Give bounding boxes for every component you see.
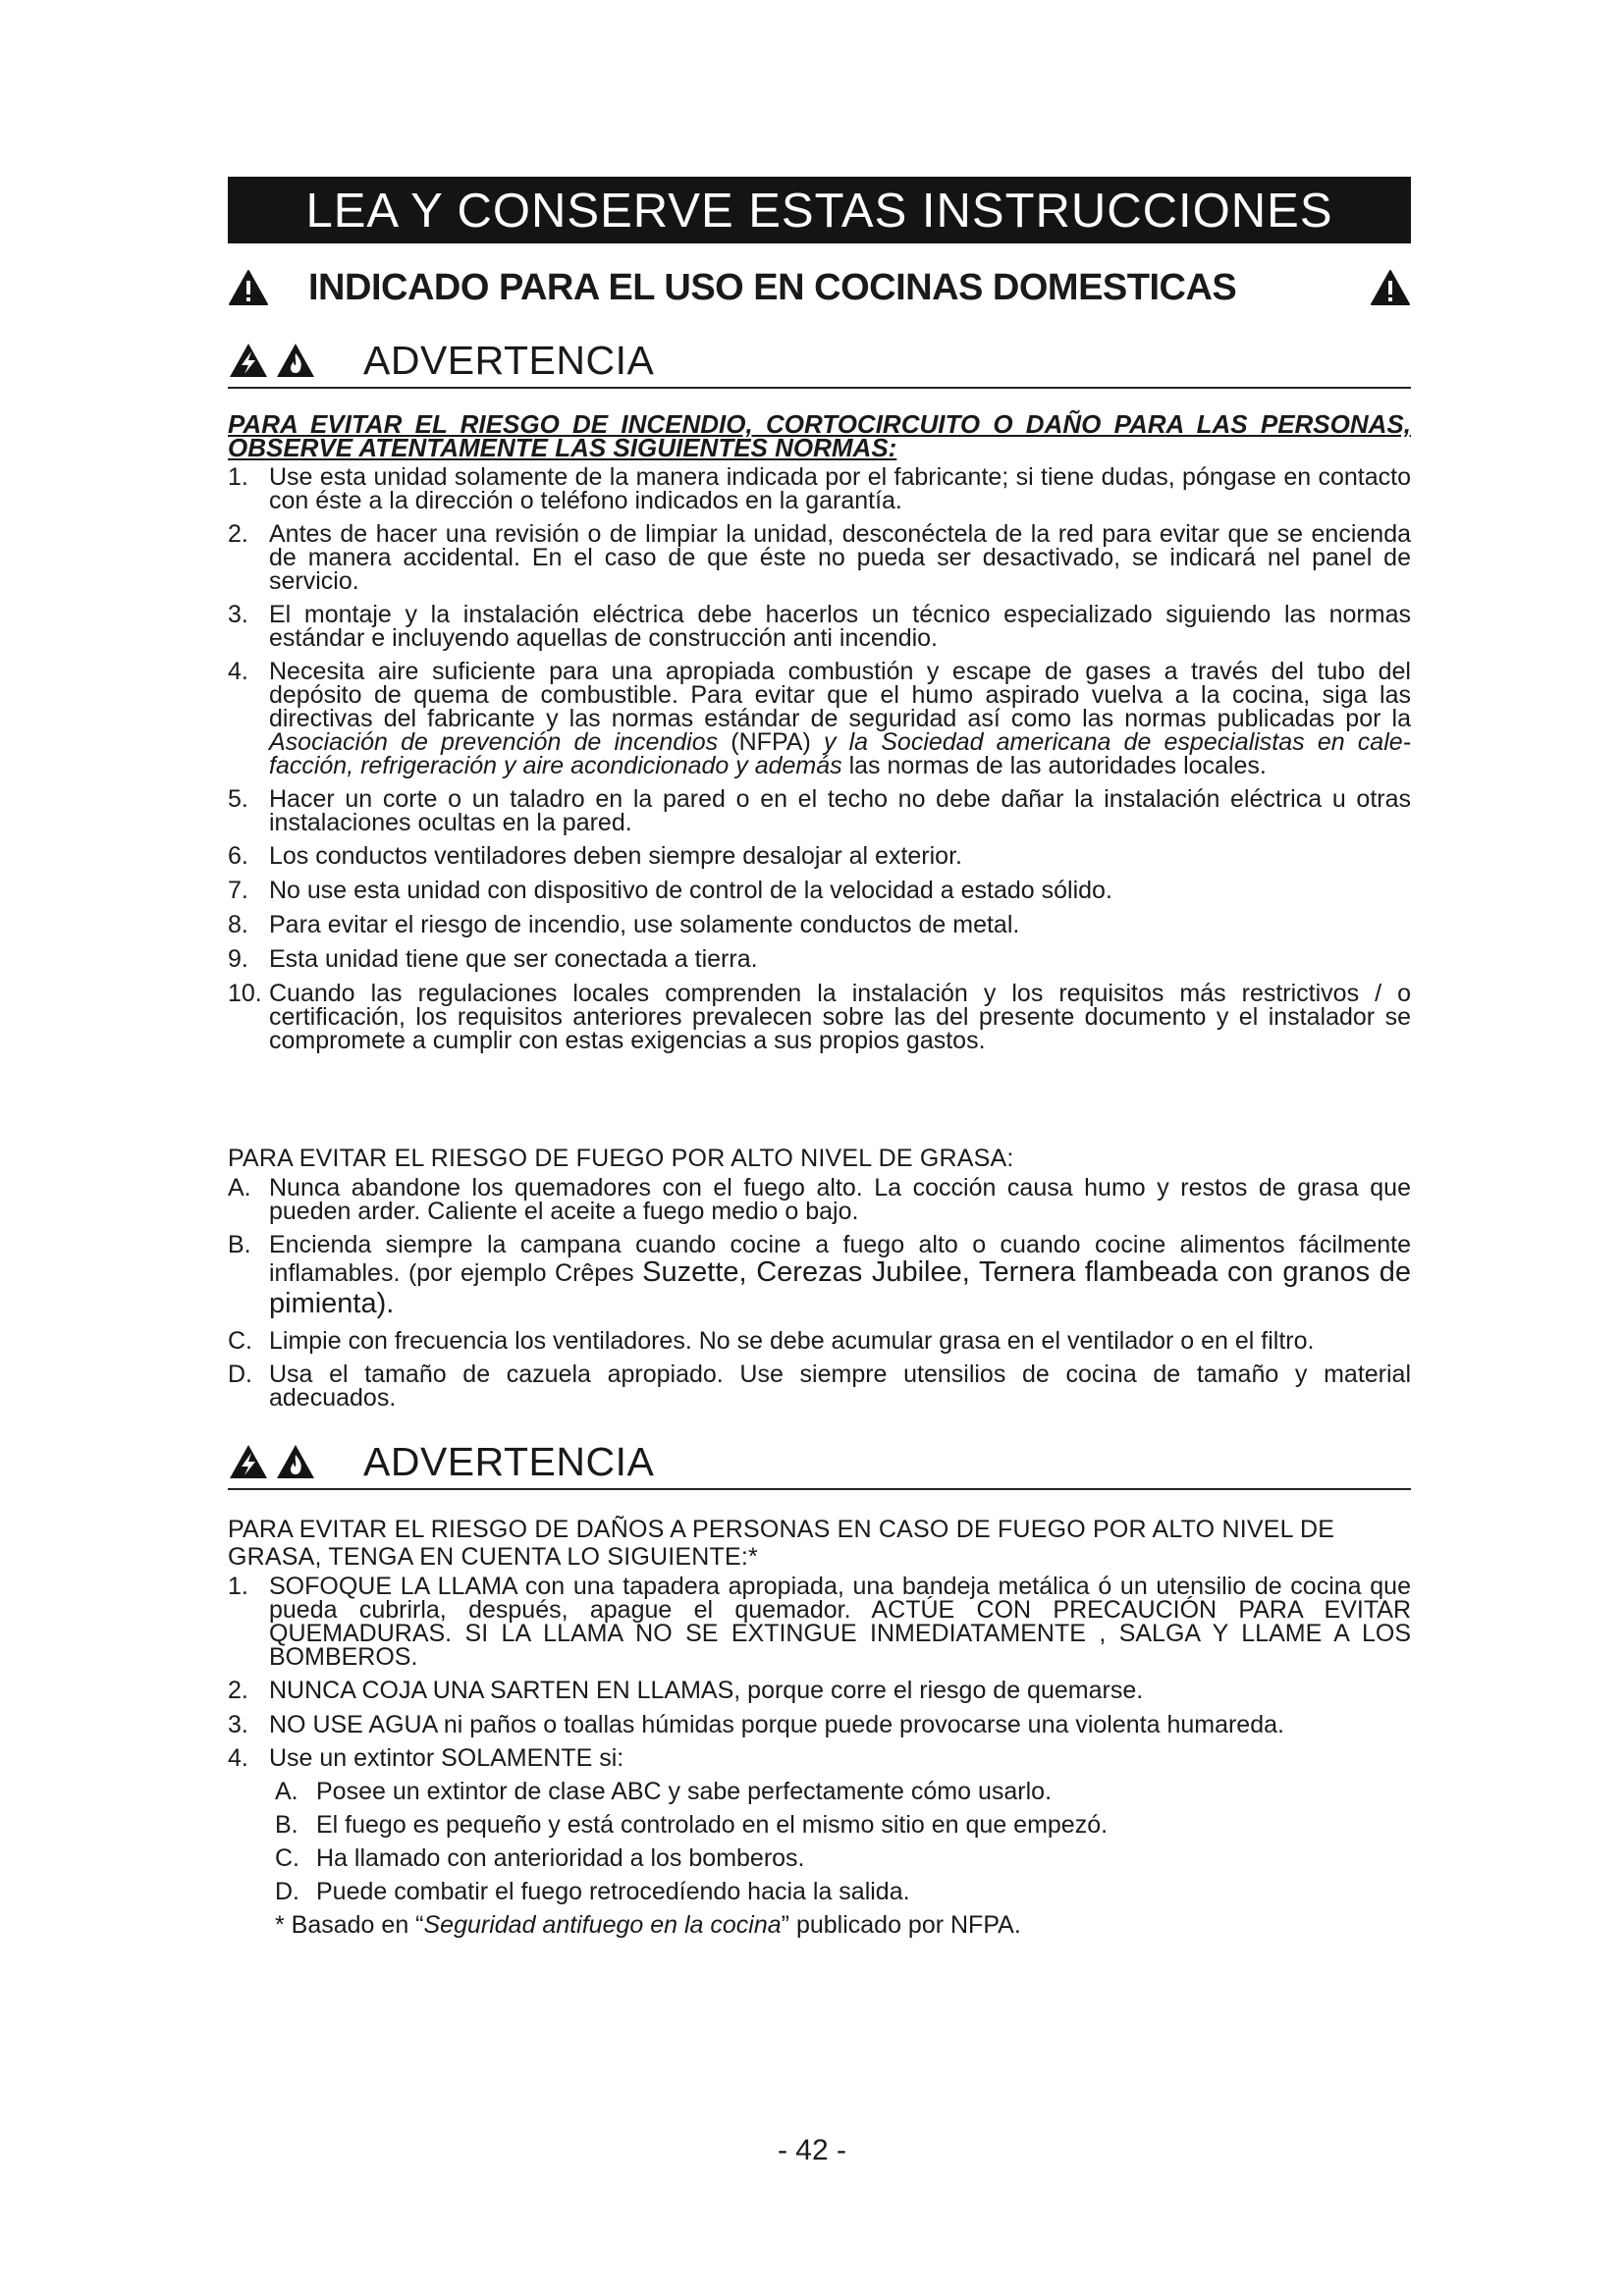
warning-heading-2 bbox=[228, 1419, 1411, 1490]
electric-shock-icon bbox=[228, 1443, 269, 1480]
warning-heading-text: ADVERTENCIA bbox=[363, 338, 655, 383]
list-item: D. Usa el tamaño de cazuela apropiado. Use siempre utensilios de cocina de tamaño y material adecuados. bbox=[228, 1361, 1411, 1412]
list-item: A. Nunca abandone los quemadores con el fuego alto. La cocción causa humo y restos de grasa que pueden arder. Caliente el aceite a fuego medio o bajo. bbox=[228, 1174, 1411, 1225]
grease-lead: PARA EVITAR EL RIESGO DE FUEGO POR ALTO NIVEL DE GRASA: bbox=[228, 1145, 1014, 1172]
fire-icon bbox=[275, 342, 316, 379]
list-item: C. Limpie con frecuencia los ventiladores. No se debe acumular grasa en el ventilador o en el filtro. bbox=[228, 1327, 1315, 1355]
warning-icons bbox=[228, 342, 338, 383]
extinguisher-conditions bbox=[228, 1777, 1411, 1906]
list-item: A. Posee un extintor de clase ABC y sabe perfectamente cómo usarlo. bbox=[275, 1778, 1053, 1805]
manual-page bbox=[228, 177, 1411, 1940]
list-item: 1. SOFOQUE LA LLAMA con una tapadera apropiada, una bandeja metálica ó un utensilio de cocina que pueda cubrirla, después, apague el quemador. ACTÚE CON PRECAUCIÓN PARA EVITAR QUEMADURAS. SI LA LLAMA NO SE EXTINGUE INMEDIATAMENTE , SALGA Y LLAME A LOS BOMBEROS. bbox=[228, 1573, 1411, 1671]
list-item: 2. NUNCA COJA UNA SARTEN EN LLAMAS, porque corre el riesgo de quemarse. bbox=[228, 1677, 1144, 1704]
list-item: 5. Hacer un corte o un taladro en la pared o en el techo no debe dañar la instalación eléctrica u otras instalaciones ocultas en la pared. bbox=[228, 785, 1411, 836]
fire-icon bbox=[275, 1443, 316, 1480]
list-item: 8. Para evitar el riesgo de incendio, use solamente conductos de metal. bbox=[228, 911, 1020, 938]
warning-icons bbox=[228, 1443, 338, 1484]
list-item: 3. El montaje y la instalación eléctrica debe hacerlos un técnico especializado siguiendo las normas estándar e incluyendo aquellas de construcción anti incendio. bbox=[228, 601, 1411, 652]
subtitle-row bbox=[228, 257, 1411, 318]
list-item: 4. Use un extintor SOLAMENTE si: bbox=[228, 1744, 624, 1772]
page-number: - 42 - bbox=[777, 2134, 847, 2166]
list-item: B. El fuego es pequeño y está controlado en el mismo sitio en que empezó. bbox=[275, 1811, 1109, 1839]
warning-heading-text: ADVERTENCIA bbox=[363, 1439, 655, 1484]
list-item: 1. Use esta unidad solamente de la manera indicada por el fabricante; si tiene dudas, póngase en contacto con éste a la dirección o teléfono indicados en la garantía. bbox=[228, 463, 1411, 514]
list-item: 10. Cuando las regulaciones locales comprenden la instalación y los requisitos más restrictivos / o certificación, los requisitos anteriores prevalecen sobre las del presente documento y el instalador se compromete a cumplir con estas exigencias a sus propios gastos. bbox=[228, 980, 1411, 1054]
electric-shock-icon bbox=[228, 342, 269, 379]
list-item: 6. Los conductos ventiladores deben siempre desalojar al exterior. bbox=[228, 842, 962, 870]
warning-triangle-icon bbox=[1370, 269, 1411, 306]
footnote: * Basado en “Seguridad antifuego en la cocina” publicado por NFPA. bbox=[275, 1911, 1021, 1939]
safety-rules-list bbox=[228, 465, 1411, 1052]
list-item: D. Puede combatir el fuego retrocedíendo hacia la salida. bbox=[275, 1878, 910, 1905]
fire-lead: PARA EVITAR EL RIESGO DE DAÑOS A PERSONAS EN CASO DE FUEGO POR ALTO NIVEL DE GRASA, TENGA EN CUENTA LO SIGUIENTE:* bbox=[228, 1516, 1335, 1571]
subtitle-text: INDICADO PARA EL USO EN COCINAS DOMESTICAS bbox=[308, 266, 1237, 308]
fire-rules-list bbox=[228, 1575, 1411, 1771]
list-item: 3. NO USE AGUA ni paños o toallas húmidas porque puede provocarse una violenta humareda. bbox=[228, 1711, 1284, 1738]
warning-heading-1 bbox=[228, 318, 1411, 389]
list-item: 9. Esta unidad tiene que ser conectada a tierra. bbox=[228, 945, 758, 973]
list-item: C. Ha llamado con anterioridad a los bomberos. bbox=[275, 1844, 805, 1872]
warning-triangle-icon bbox=[228, 269, 269, 306]
page-title: LEA Y CONSERVE ESTAS INSTRUCCIONES bbox=[228, 177, 1411, 243]
list-item: 2. Antes de hacer una revisión o de limpiar la unidad, desconéctela de la red para evitar que se encienda de manera accidental. En el caso de que éste no pueda ser desactivado, se indicará nel panel de servicio. bbox=[228, 520, 1411, 595]
list-item: 7. No use esta unidad con dispositivo de control de la velocidad a estado sólido. bbox=[228, 877, 1112, 904]
list-item: B. Encienda siempre la campana cuando cocine a fuego alto o cuando cocine alimentos fácilmente inflamables. (por ejemplo Crêpes Suzette, Cerezas Jubilee, Ternera flambeada con granos de pimienta). bbox=[228, 1231, 1411, 1319]
warning-lead: PARA EVITAR EL RIESGO DE INCENDIO, CORTOCIRCUITO O DAÑO PARA LAS PERSONAS, OBSERVE ATENTAMENTE LAS SIGUIENTES NORMAS: bbox=[228, 409, 1411, 462]
grease-rules-list bbox=[228, 1176, 1411, 1410]
list-item: 4. Necesita aire suficiente para una apropiada combustión y escape de gases a través del tubo del depósito de quema de combustible. Para evitar que el humo aspirado vuelva a la cocina, siga las directivas del fabricante y las normas estándar de seguridad así como las normas publicadas por la Asociación de prevención de incendios (NFPA) y la Sociedad americana de especialistas en cale-facción, refrigeración y aire acondicionado y además las normas de las autoridades locales. bbox=[228, 658, 1411, 779]
